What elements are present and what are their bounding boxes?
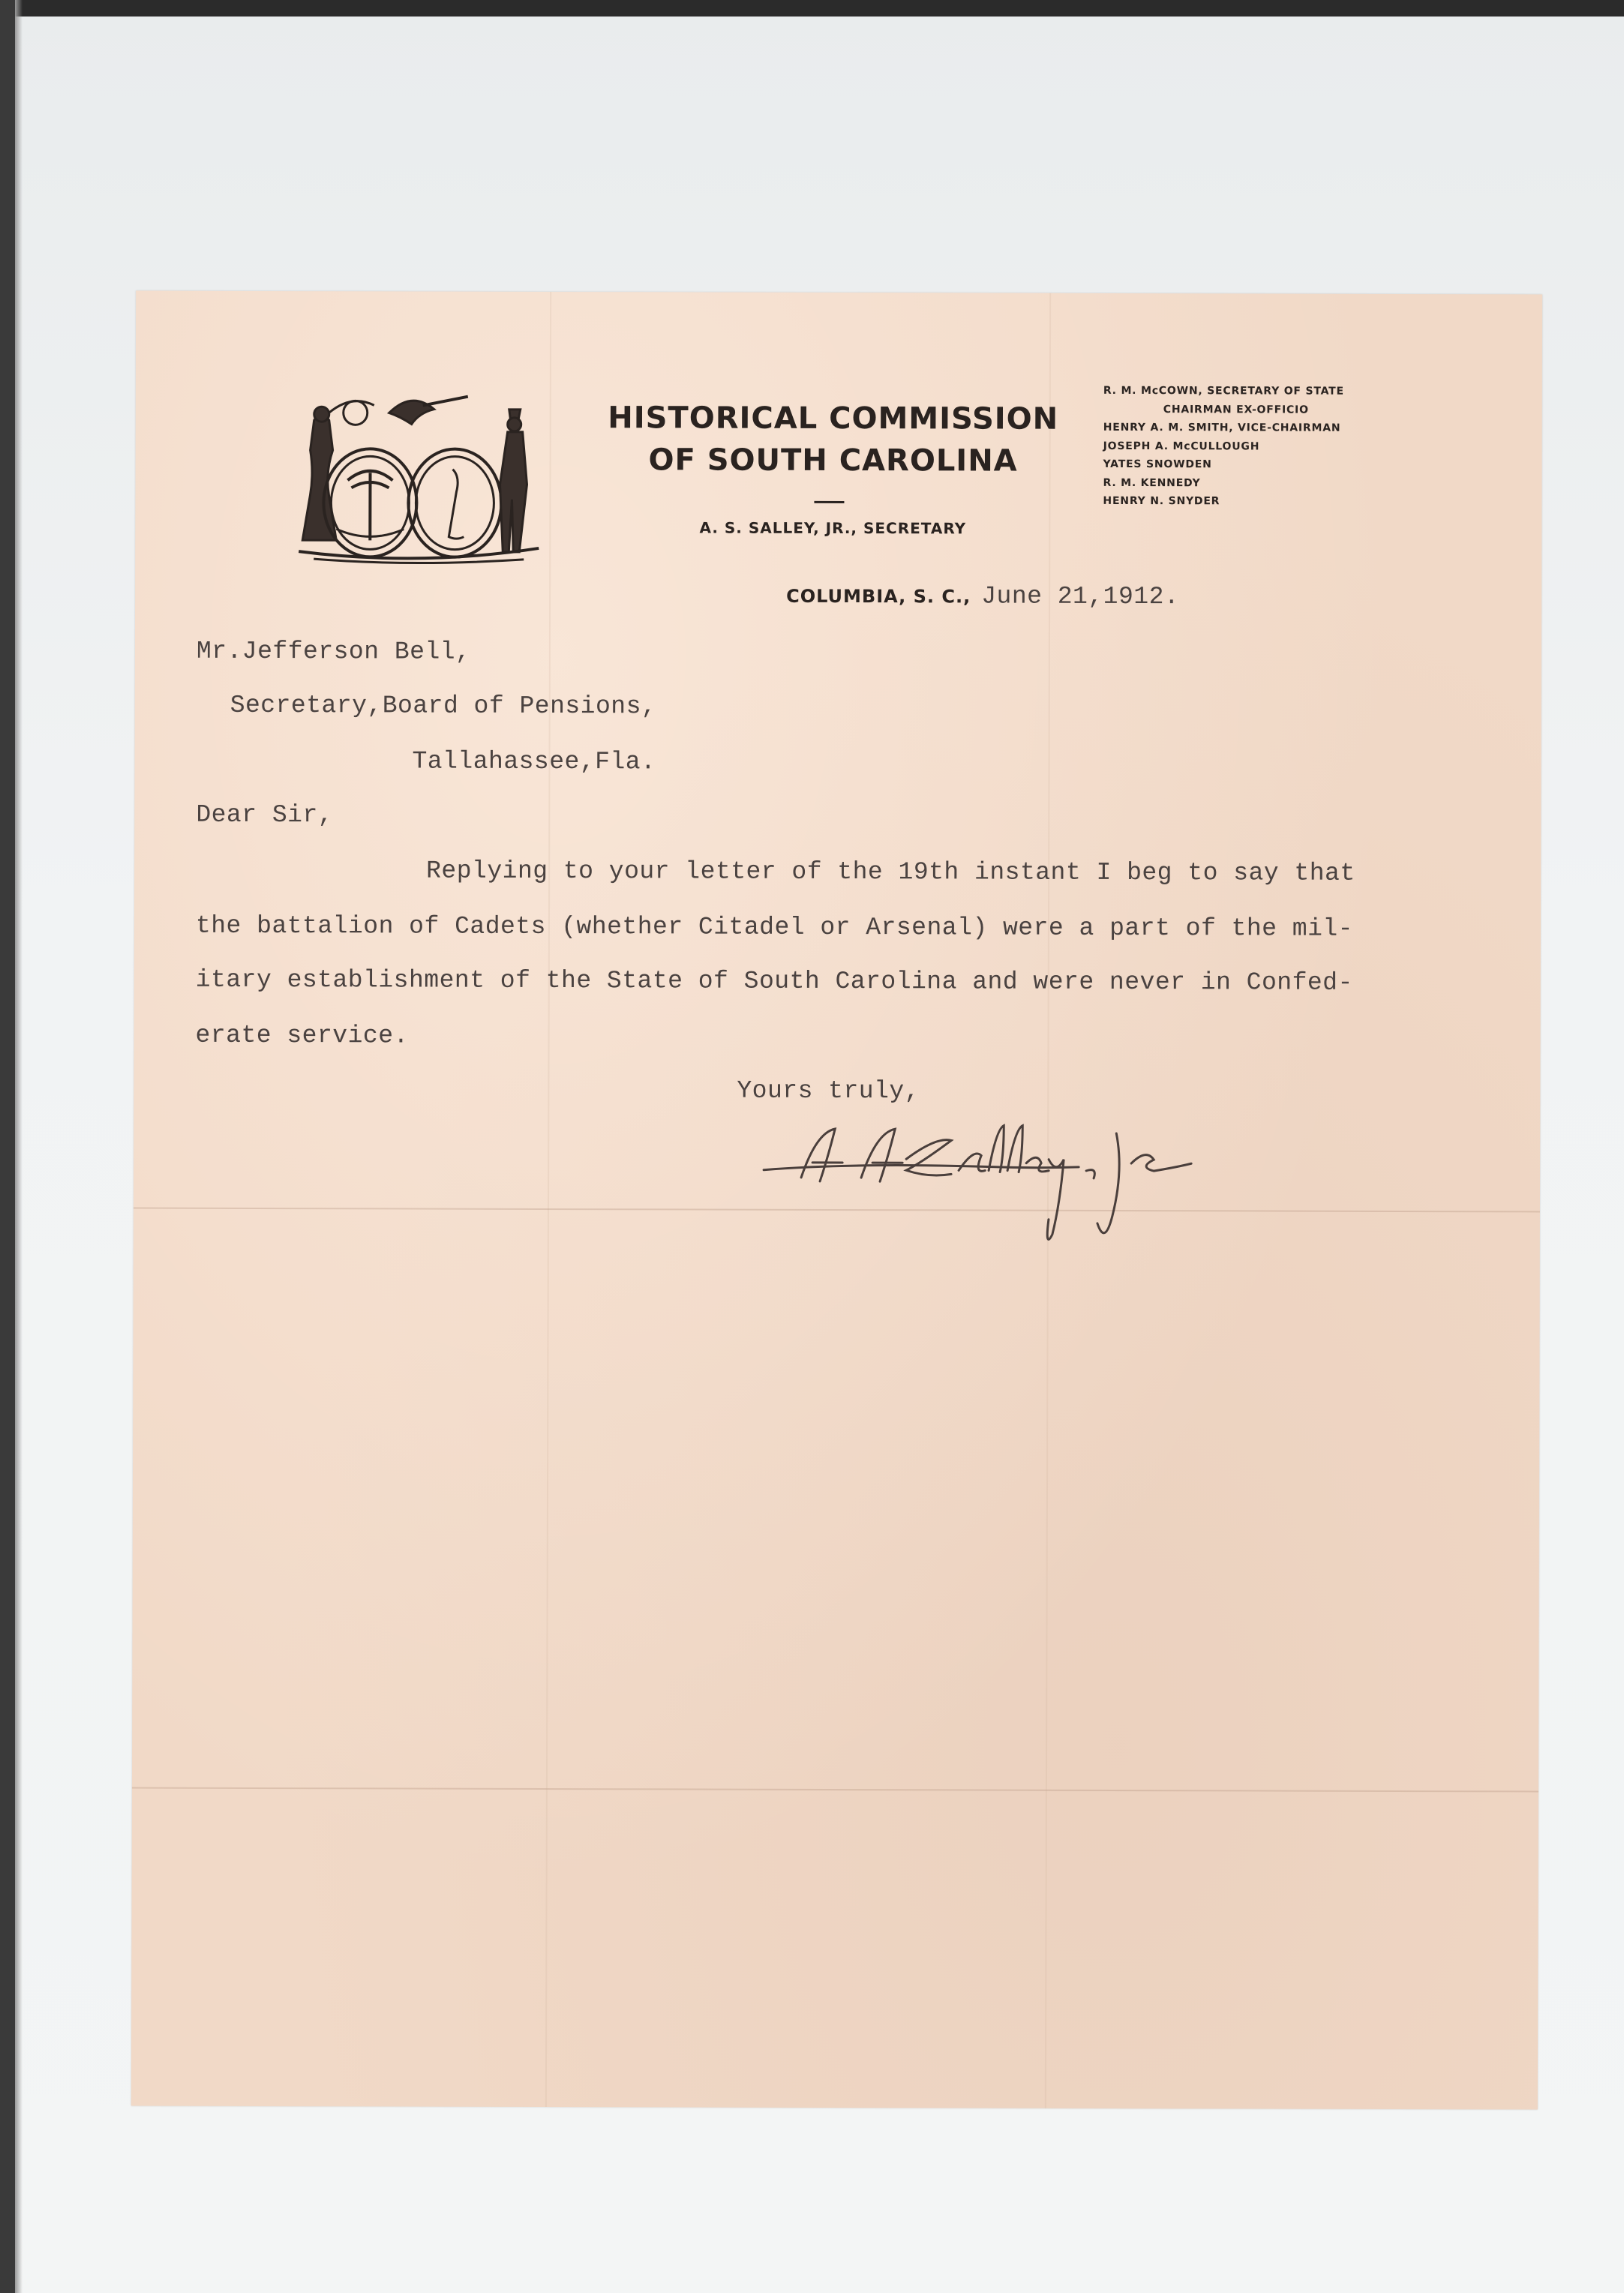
signature bbox=[749, 1118, 1214, 1269]
salutation: Dear Sir, bbox=[196, 800, 334, 830]
recipient-title: Secretary,Board of Pensions, bbox=[230, 691, 657, 721]
letterhead-secretary: A. S. SALLEY, JR., SECRETARY bbox=[699, 518, 967, 538]
body-line: itary establishment of the State of South Carolina and were never in Confed- bbox=[195, 965, 1353, 997]
signature-icon bbox=[749, 1118, 1214, 1269]
letter-page bbox=[131, 291, 1542, 2110]
letter-place: COLUMBIA, S. C., bbox=[786, 585, 971, 608]
organization-name-line: HISTORICAL COMMISSION bbox=[608, 401, 1059, 437]
member-line: JOSEPH A. McCULLOUGH bbox=[1103, 440, 1260, 452]
scan-left-edge bbox=[0, 0, 15, 2293]
member-line: HENRY A. M. SMITH, VICE-CHAIRMAN bbox=[1103, 421, 1341, 434]
member-line: R. M. KENNEDY bbox=[1103, 476, 1201, 489]
closing: Yours truly, bbox=[737, 1076, 920, 1106]
fold-line bbox=[132, 1787, 1538, 1793]
member-line: HENRY N. SNYDER bbox=[1103, 494, 1220, 508]
state-seal-icon bbox=[284, 390, 543, 567]
scan-top-edge bbox=[0, 0, 1624, 17]
letter-date: June 21,1912. bbox=[981, 582, 1180, 611]
body-line: erate service. bbox=[195, 1021, 409, 1050]
organization-name bbox=[586, 397, 1081, 482]
fold-line bbox=[545, 292, 551, 2107]
letterhead-rule bbox=[814, 501, 844, 503]
recipient-name: Mr.Jefferson Bell, bbox=[196, 637, 471, 666]
commission-members bbox=[1103, 382, 1388, 511]
body-line: the battalion of Cadets (whether Citadel or Arsenal) were a part of the mil- bbox=[195, 911, 1354, 943]
member-line: CHAIRMAN EX-OFFICIO bbox=[1163, 403, 1309, 416]
body-line: Replying to your letter of the 19th instant I beg to say that bbox=[426, 857, 1355, 887]
recipient-city: Tallahassee,Fla. bbox=[412, 747, 656, 776]
place-date-line bbox=[786, 582, 1179, 611]
member-line: YATES SNOWDEN bbox=[1103, 458, 1212, 471]
organization-name-line: OF SOUTH CAROLINA bbox=[648, 443, 1018, 479]
member-line: R. M. McCOWN, SECRETARY OF STATE bbox=[1103, 384, 1344, 398]
